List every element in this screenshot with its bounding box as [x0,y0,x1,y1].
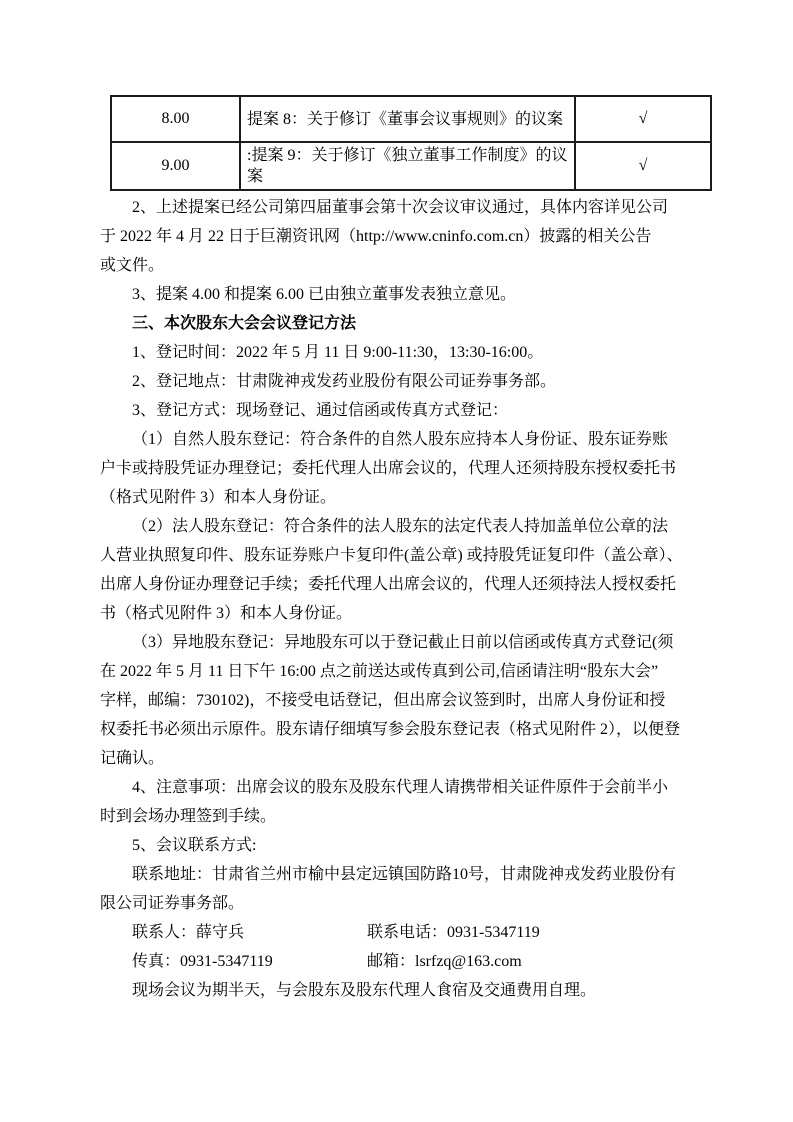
text-line: 3、登记方式：现场登记、通过信函或传真方式登记： [132,402,509,419]
text-line: 限公司证券事务部。 [100,895,245,912]
text-line: （3）异地股东登记：异地股东可以于登记截止日前以信函或传真方式登记(须 [132,634,674,651]
vote-checkmark: √ [575,142,711,190]
text-line: 2、登记地点：甘肃陇神戎发药业股份有限公司证券事务部。 [132,373,557,390]
text-line: （格式见附件 3）和本人身份证。 [100,489,337,506]
text-line: 现场会议为期半天，与会股东及股东代理人食宿及交通费用自理。 [132,982,597,999]
document-body [100,193,694,1005]
text-line: 时到会场办理签到手续。 [100,808,277,825]
proposal-code: 8.00 [111,96,240,142]
text-line: 权委托书必须出示原件。股东请仔细填写参会股东登记表（格式见附件 2），以便登 [100,721,681,738]
text-line: 联系地址：甘肃省兰州市榆中县定远镇国防路10号，甘肃陇神戎发药业股份有 [132,866,677,883]
text-line: （1）自然人股东登记：符合条件的自然人股东应持本人身份证、股东证券账 [132,431,669,448]
text-line: 1、登记时间：2022 年 5 月 11 日 9:00-11:30，13:30-16:00。 [132,344,544,361]
proposal-code: 9.00 [111,142,240,190]
text-line: 户卡或持股凭证办理登记；委托代理人出席会议的，代理人还须持股东授权委托书 [100,460,677,477]
text-line: 书（格式见附件 3）和本人身份证。 [100,605,353,622]
text-line: 人营业执照复印件、股东证券账户卡复印件(盖公章) 或持股凭证复印件（盖公章）、 [100,547,683,564]
proposal-title: 提案 8：关于修订《董事会议事规则》的议案 [240,96,575,142]
contact-row [100,918,694,947]
proposals-table [110,95,712,191]
vote-checkmark: √ [575,96,711,142]
proposal-title: :提案 9：关于修订《独立董事工作制度》的议案 [240,142,575,190]
text-line: （2）法人股东登记：符合条件的法人股东的法定代表人持加盖单位公章的法 [132,518,669,535]
contact-row [100,947,694,976]
table-row [111,142,711,190]
text-line: 于 2022 年 4 月 22 日于巨潮资讯网（http://www.cninfo.com.cn）披露的相关公告 [100,228,652,245]
text-line: 5、会议联系方式: [132,837,257,854]
table-row [111,96,711,142]
text-line: 记确认。 [100,750,165,767]
text-line: 字样，邮编：730102)，不接受电话登记，但出席会议签到时，出席人身份证和授 [100,692,666,709]
contact-person: 联系人：薛守兵 [132,924,245,941]
text-line: 3、提案 4.00 和提案 6.00 已由独立董事发表独立意见。 [132,286,517,303]
contact-email: 邮箱：lsrfzq@163.com [367,953,522,970]
text-line: 出席人身份证办理登记手续；委托代理人出席会议的，代理人还须持法人授权委托 [100,576,677,593]
section-heading: 三、本次股东大会会议登记方法 [132,315,357,332]
text-line: 在 2022 年 5 月 11 日下午 16:00 点之前送达或传真到公司,信函请注明“股东大会” [100,663,659,680]
text-line: 或文件。 [100,257,165,274]
text-line: 2、上述提案已经公司第四届董事会第十次会议审议通过，具体内容详见公司 [132,199,669,216]
contact-fax: 传真：0931-5347119 [132,953,273,970]
text-line: 4、注意事项：出席会议的股东及股东代理人请携带相关证件原件于会前半小 [132,779,669,796]
contact-phone: 联系电话：0931-5347119 [367,924,540,941]
